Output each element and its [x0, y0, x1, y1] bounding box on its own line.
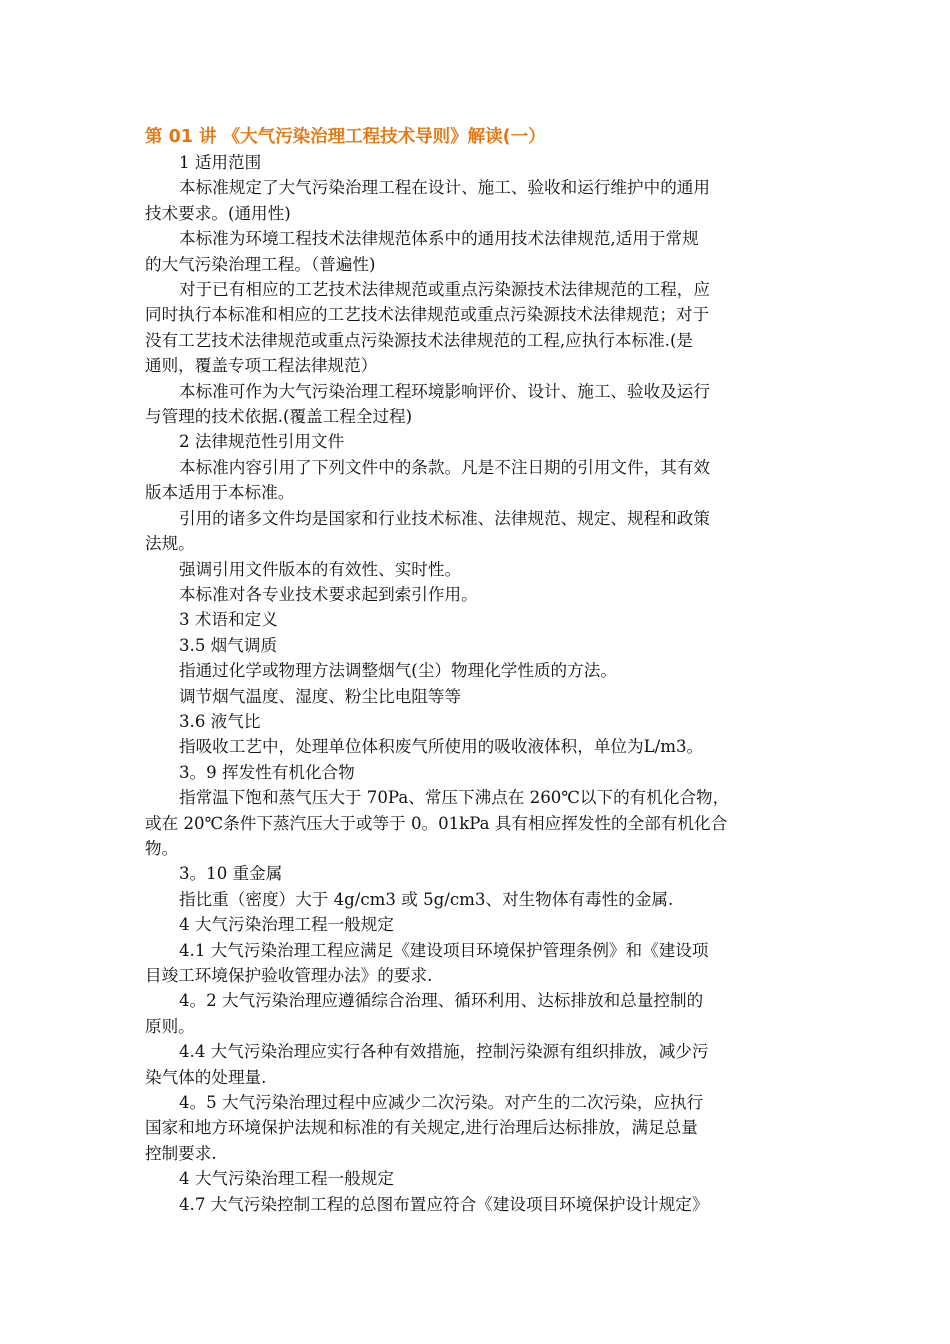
paragraph [145, 1090, 800, 1166]
paragraph-line: 与管理的技术依据.(覆盖工程全过程) [145, 407, 413, 427]
paragraph-line: 4 大气污染治理工程一般规定 [179, 1169, 394, 1189]
paragraph [145, 734, 800, 759]
document-body [145, 150, 800, 1217]
paragraph-line: 通则，覆盖专项工程法律规范） [145, 356, 378, 376]
paragraph-line: 本标准为环境工程技术法律规范体系中的通用技术法律规范,适用于常规 [179, 229, 699, 249]
paragraph [145, 557, 800, 582]
paragraph [145, 506, 800, 557]
paragraph-line: 指比重（密度）大于 4g/cm3 或 5g/cm3、对生物体有毒性的金属. [179, 889, 674, 909]
paragraph-line: 引用的诸多文件均是国家和行业技术标准、法律规范、规定、规程和政策 [179, 508, 710, 528]
paragraph-line: 本标准可作为大气污染治理工程环境影响评价、设计、施工、验收及运行 [179, 381, 710, 401]
paragraph-line: 调节烟气温度、湿度、粉尘比电阻等等 [179, 686, 462, 706]
paragraph-line: 国家和地方环境保护法规和标准的有关规定,进行治理后达标排放，满足总量 [145, 1118, 698, 1138]
paragraph-line: 3.6 液气比 [179, 711, 261, 731]
paragraph-line: 4。2 大气污染治理应遵循综合治理、循环利用、达标排放和总量控制的 [179, 991, 704, 1011]
paragraph [145, 988, 800, 1039]
paragraph-line: 3.5 烟气调质 [179, 635, 278, 655]
paragraph-line: 3。10 重金属 [179, 864, 283, 884]
document-title: 第 01 讲 《大气污染治理工程技术导则》解读(一） [145, 127, 546, 147]
paragraph [145, 887, 800, 912]
paragraph-line: 染气体的处理量. [145, 1067, 267, 1087]
paragraph [145, 226, 800, 277]
paragraph [145, 277, 800, 379]
paragraph-line: 的大气污染治理工程。（普遍性) [145, 254, 376, 274]
paragraph [145, 684, 800, 709]
paragraph [145, 379, 800, 430]
paragraph [145, 607, 800, 632]
paragraph-line: 版本适用于本标准。 [145, 483, 295, 503]
paragraph-line: 本标准对各专业技术要求起到索引作用。 [179, 584, 478, 604]
paragraph [145, 455, 800, 506]
paragraph [145, 760, 800, 785]
paragraph-line: 4.4 大气污染治理应实行各种有效措施，控制污染源有组织排放，减少污 [179, 1042, 709, 1062]
paragraph-line: 目竣工环境保护验收管理办法》的要求. [145, 966, 433, 985]
paragraph-line: 指常温下饱和蒸气压大于 70Pa、常压下沸点在 260℃以下的有机化合物， [179, 788, 730, 808]
paragraph [145, 785, 800, 861]
paragraph [145, 150, 800, 175]
paragraph [145, 658, 800, 683]
paragraph-line: 指吸收工艺中，处理单位体积废气所使用的吸收液体积，单位为L/m3。 [179, 737, 704, 757]
paragraph-line: 3。9 挥发性有机化合物 [179, 762, 355, 782]
paragraph [145, 633, 800, 658]
paragraph-line: 4.1 大气污染治理工程应满足《建设项目环境保护管理条例》和《建设项 [179, 940, 709, 960]
paragraph-line: 没有工艺技术法律规范或重点污染源技术法律规范的工程,应执行本标准.(是 [145, 330, 694, 350]
paragraph-line: 物。 [145, 838, 179, 858]
paragraph-line: 法规。 [145, 534, 195, 554]
paragraph [145, 1039, 800, 1090]
paragraph-line: 3 术语和定义 [179, 610, 278, 630]
paragraph-line: 对于已有相应的工艺技术法律规范或重点污染源技术法律规范的工程，应 [179, 280, 710, 300]
paragraph-line: 同时执行本标准和相应的工艺技术法律规范或重点污染源技术法律规范；对于 [145, 305, 710, 325]
paragraph-line: 本标准内容引用了下列文件中的条款。凡是不注日期的引用文件，其有效 [179, 457, 710, 477]
paragraph [145, 938, 800, 989]
paragraph-line: 2 法律规范性引用文件 [179, 432, 345, 452]
paragraph-line: 控制要求. [145, 1143, 217, 1163]
paragraph-line: 强调引用文件版本的有效性、实时性。 [179, 559, 462, 579]
paragraph-line: 4.7 大气污染控制工程的总图布置应符合《建设项目环境保护设计规定》 [179, 1194, 709, 1214]
paragraph-line: 1 适用范围 [179, 153, 262, 172]
paragraph-line: 本标准规定了大气污染治理工程在设计、施工、验收和运行维护中的通用 [179, 178, 710, 198]
paragraph [145, 1192, 800, 1217]
paragraph-line: 或在 20℃条件下蒸汽压大于或等于 0。01kPa 具有相应挥发性的全部有机化合 [145, 813, 728, 833]
paragraph [145, 1166, 800, 1191]
paragraph-line: 4 大气污染治理工程一般规定 [179, 915, 394, 935]
paragraph-line: 4。5 大气污染治理过程中应减少二次污染。对产生的二次污染，应执行 [179, 1093, 704, 1113]
paragraph [145, 861, 800, 886]
paragraph [145, 175, 800, 226]
paragraph-line: 原则。 [145, 1016, 195, 1036]
paragraph-line: 指通过化学或物理方法调整烟气(尘）物理化学性质的方法。 [179, 661, 617, 681]
paragraph [145, 912, 800, 937]
paragraph [145, 429, 800, 454]
paragraph [145, 582, 800, 607]
paragraph-line: 技术要求。(通用性) [145, 203, 291, 223]
paragraph [145, 709, 800, 734]
